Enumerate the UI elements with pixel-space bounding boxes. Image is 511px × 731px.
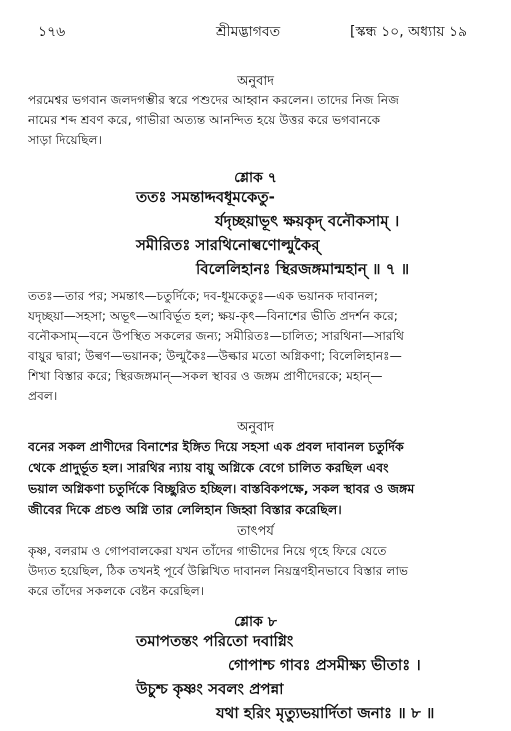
- shloka-7-heading: শ্লোক ৭: [234, 170, 277, 186]
- purport-paragraph: [28, 541, 490, 601]
- text-line: শিখা বিস্তার করে; স্থিরজঙ্গমান্—সকল স্থাবর ও জঙ্গম প্রাণীদেরকে; মহান্—: [28, 369, 383, 383]
- text-line: সাড়া দিয়েছিল।: [28, 133, 102, 147]
- text-line: প্রবল।: [28, 389, 58, 403]
- verse-7-line-4: বিলেলিহানঃ স্থিরজঙ্গমান্মহান্ ॥ ৭ ॥: [196, 260, 410, 278]
- text-line: করে তাঁদের সকলকে বেষ্টন করেছিল।: [28, 584, 205, 598]
- verse-7-line-1: ততঃ সমন্তাদ্দবধূমকেতু-: [136, 188, 275, 206]
- verse-8-line-1: তমাপতন্তং পরিতো দবাগ্নিং: [136, 632, 294, 650]
- text-line: বনের সকল প্রাণীদের বিনাশের ইঙ্গিত দিয়ে সহসা এক প্রবল দাবানল চতুর্দিক: [28, 439, 404, 454]
- text-line: পরমেশ্বর ভগবান জলদগম্ভীর স্বরে পশুদের আহ্বান করলেন। তাদের নিজ নিজ: [28, 93, 400, 107]
- verse-8-line-2: গোপাশ্চ গাবঃ প্রসমীক্ষ্য ভীতাঃ ।: [228, 656, 421, 674]
- translation-paragraph-1: [28, 90, 490, 150]
- verse-7-line-3: সমীরিতঃ সারথিনোল্বণোল্মুকৈর্: [136, 236, 320, 254]
- synonyms-7: [28, 286, 490, 406]
- text-line: থেকে প্রাদুর্ভূত হল। সারথির ন্যায় বায়ু অগ্নিকে বেগে চালিত করছিল এবং: [28, 460, 389, 475]
- page-number: ১৭৬: [38, 24, 66, 40]
- verse-7-line-2: র্যদৃচ্ছয়াভূৎ ক্ষয়কৃদ্ বনৌকসাম্ ।: [215, 212, 400, 230]
- text-line: জীবের দিকে প্রচণ্ড অগ্নি তার লেলিহান জিহ্বা বিস্তার করেছিল।: [28, 502, 342, 517]
- text-line: বায়ুর দ্বারা; উল্বণ—ভয়ানক; উল্মুকৈঃ—উল্কার মতো অগ্নিকণা; বিলেলিহানঃ—: [28, 349, 402, 363]
- text-line: যদৃচ্ছয়া—সহসা; অভূৎ—আবির্ভূত হল; ক্ষয়-কৃৎ—বিনাশের ভীতি প্রদর্শন করে;: [28, 309, 398, 323]
- text-line: ততঃ—তার পর; সমন্তাৎ—চতুর্দিকে; দব-ধূমকেতুঃ—এক ভয়ানক দাবানল;: [28, 289, 378, 303]
- text-line: বনৌকসাম্—বনে উপস্থিত সকলের জন্য; সমীরিতঃ—চালিত; সারথিনা—সারথি: [28, 329, 404, 343]
- text-line: নামের শব্দ শ্রবণ করে, গাভীরা অত্যন্ত আনন্দিত হয়ে উত্তর করে ভগবানকে: [28, 113, 381, 127]
- running-title: শ্রীমদ্ভাগবত: [216, 24, 281, 40]
- shloka-8-heading: শ্লোক ৮: [234, 614, 277, 630]
- translation-paragraph-7: [28, 436, 490, 520]
- verse-8-line-4: যথা হরিং মৃত্যুভয়ার্দিতা জনাঃ ॥ ৮ ॥: [216, 704, 435, 722]
- text-line: ভয়াল অগ্নিকণা চতুর্দিকে বিচ্ছুরিত হচ্ছিল। বাস্তবিকপক্ষে, সকল স্থাবর ও জঙ্গম: [28, 481, 415, 496]
- section-reference: [স্কন্ধ ১০, অধ্যায় ১৯: [350, 24, 468, 40]
- translation-heading-1: অনুবাদ: [237, 74, 274, 89]
- purport-heading: তাৎপর্য: [237, 524, 274, 539]
- text-line: উদ্যত হয়েছিল, ঠিক তখনই পূর্বে উল্লিখিত দাবানল নিয়ন্ত্রণহীনভাবে বিস্তার লাভ: [28, 564, 409, 578]
- translation-heading-7: অনুবাদ: [237, 420, 274, 435]
- verse-8-line-3: উচুশ্চ কৃষ্ণং সবলং প্রপন্না: [136, 680, 284, 698]
- text-line: কৃষ্ণ, বলরাম ও গোপবালকেরা যখন তাঁদের গাভীদের নিয়ে গৃহে ফিরে যেতে: [28, 544, 387, 558]
